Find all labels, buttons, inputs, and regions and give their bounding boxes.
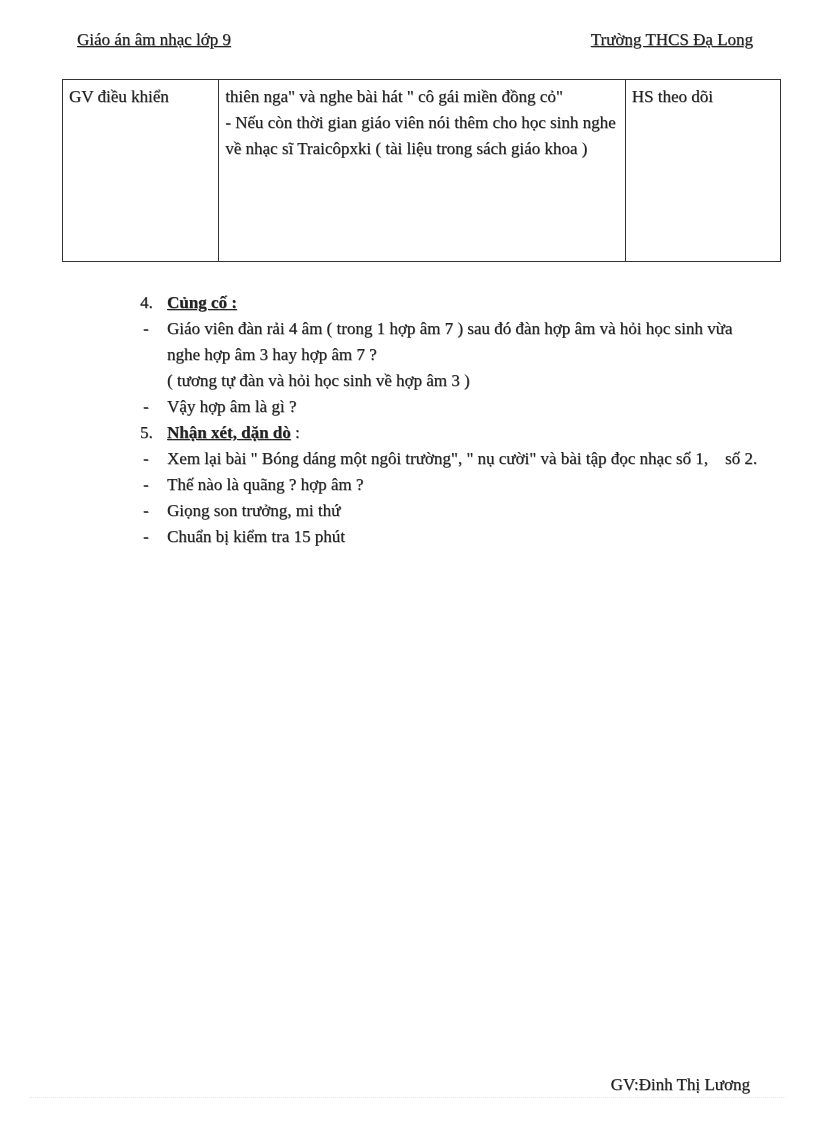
section-title-colon: : [290,423,300,442]
list-dash: - [143,475,149,494]
list-dash: - [143,397,149,416]
list-dash: - [143,527,149,546]
list-item-text: Thế nào là quãng ? hợp âm ? [167,475,364,494]
section-4-heading [140,290,760,316]
lesson-body [140,290,760,550]
list-dash: - [143,319,149,338]
header-lesson-title: Giáo án âm nhạc lớp 9 [77,30,231,49]
list-dash: - [143,449,149,468]
list-item [140,472,760,498]
list-dash: - [143,501,149,520]
list-item [140,394,760,420]
list-item-text: Giáo viên đàn rải 4 âm ( trong 1 hợp âm 7 ) sau đó đàn hợp âm và hỏi học sinh vừa nghe hợp âm 3 hay hợp âm 7 ? [167,319,733,364]
section-number: 5. [140,423,153,442]
list-item [140,446,760,472]
student-activity-cell: HS theo dõi [625,80,780,262]
table-row [63,80,781,262]
content-line-song: thiên nga" và nghe bài hát " cô gái miền đồng cỏ" [225,87,563,106]
page-header [77,30,753,52]
lesson-table [62,79,781,262]
section-5-heading [140,420,760,446]
list-item-text: Chuẩn bị kiểm tra 15 phút [167,527,346,546]
page-bottom-divider [30,1097,786,1098]
teacher-activity-cell: GV điều khiển [63,80,219,262]
teacher-signature: GV:Đinh Thị Lương [610,1075,750,1094]
header-school-name: Trường THCS Đạ Long [590,30,753,49]
list-item-text: Xem lại bài " Bóng dáng một ngôi trường", " nụ cười" và bài tập đọc nhạc số 1, số 2. [167,449,758,468]
section-number: 4. [140,293,153,312]
section-title: Củng cố : [167,293,237,312]
list-item-text: Giọng son trưởng, mi thứ [167,501,341,520]
list-item [140,316,760,368]
note-text: ( tương tự đàn và hỏi học sinh về hợp âm 3 ) [167,371,470,390]
list-item [140,498,760,524]
list-item [140,524,760,550]
content-line-extra: - Nếu còn thời gian giáo viên nói thêm cho học sinh nghe về nhạc sĩ Traicôpxki ( tài liệu trong sách giáo khoa ) [225,113,616,158]
list-item-text: Vậy hợp âm là gì ? [167,397,297,416]
list-item-note [140,368,760,394]
content-cell [219,80,626,262]
section-title: Nhận xét, dặn dò [167,423,291,442]
